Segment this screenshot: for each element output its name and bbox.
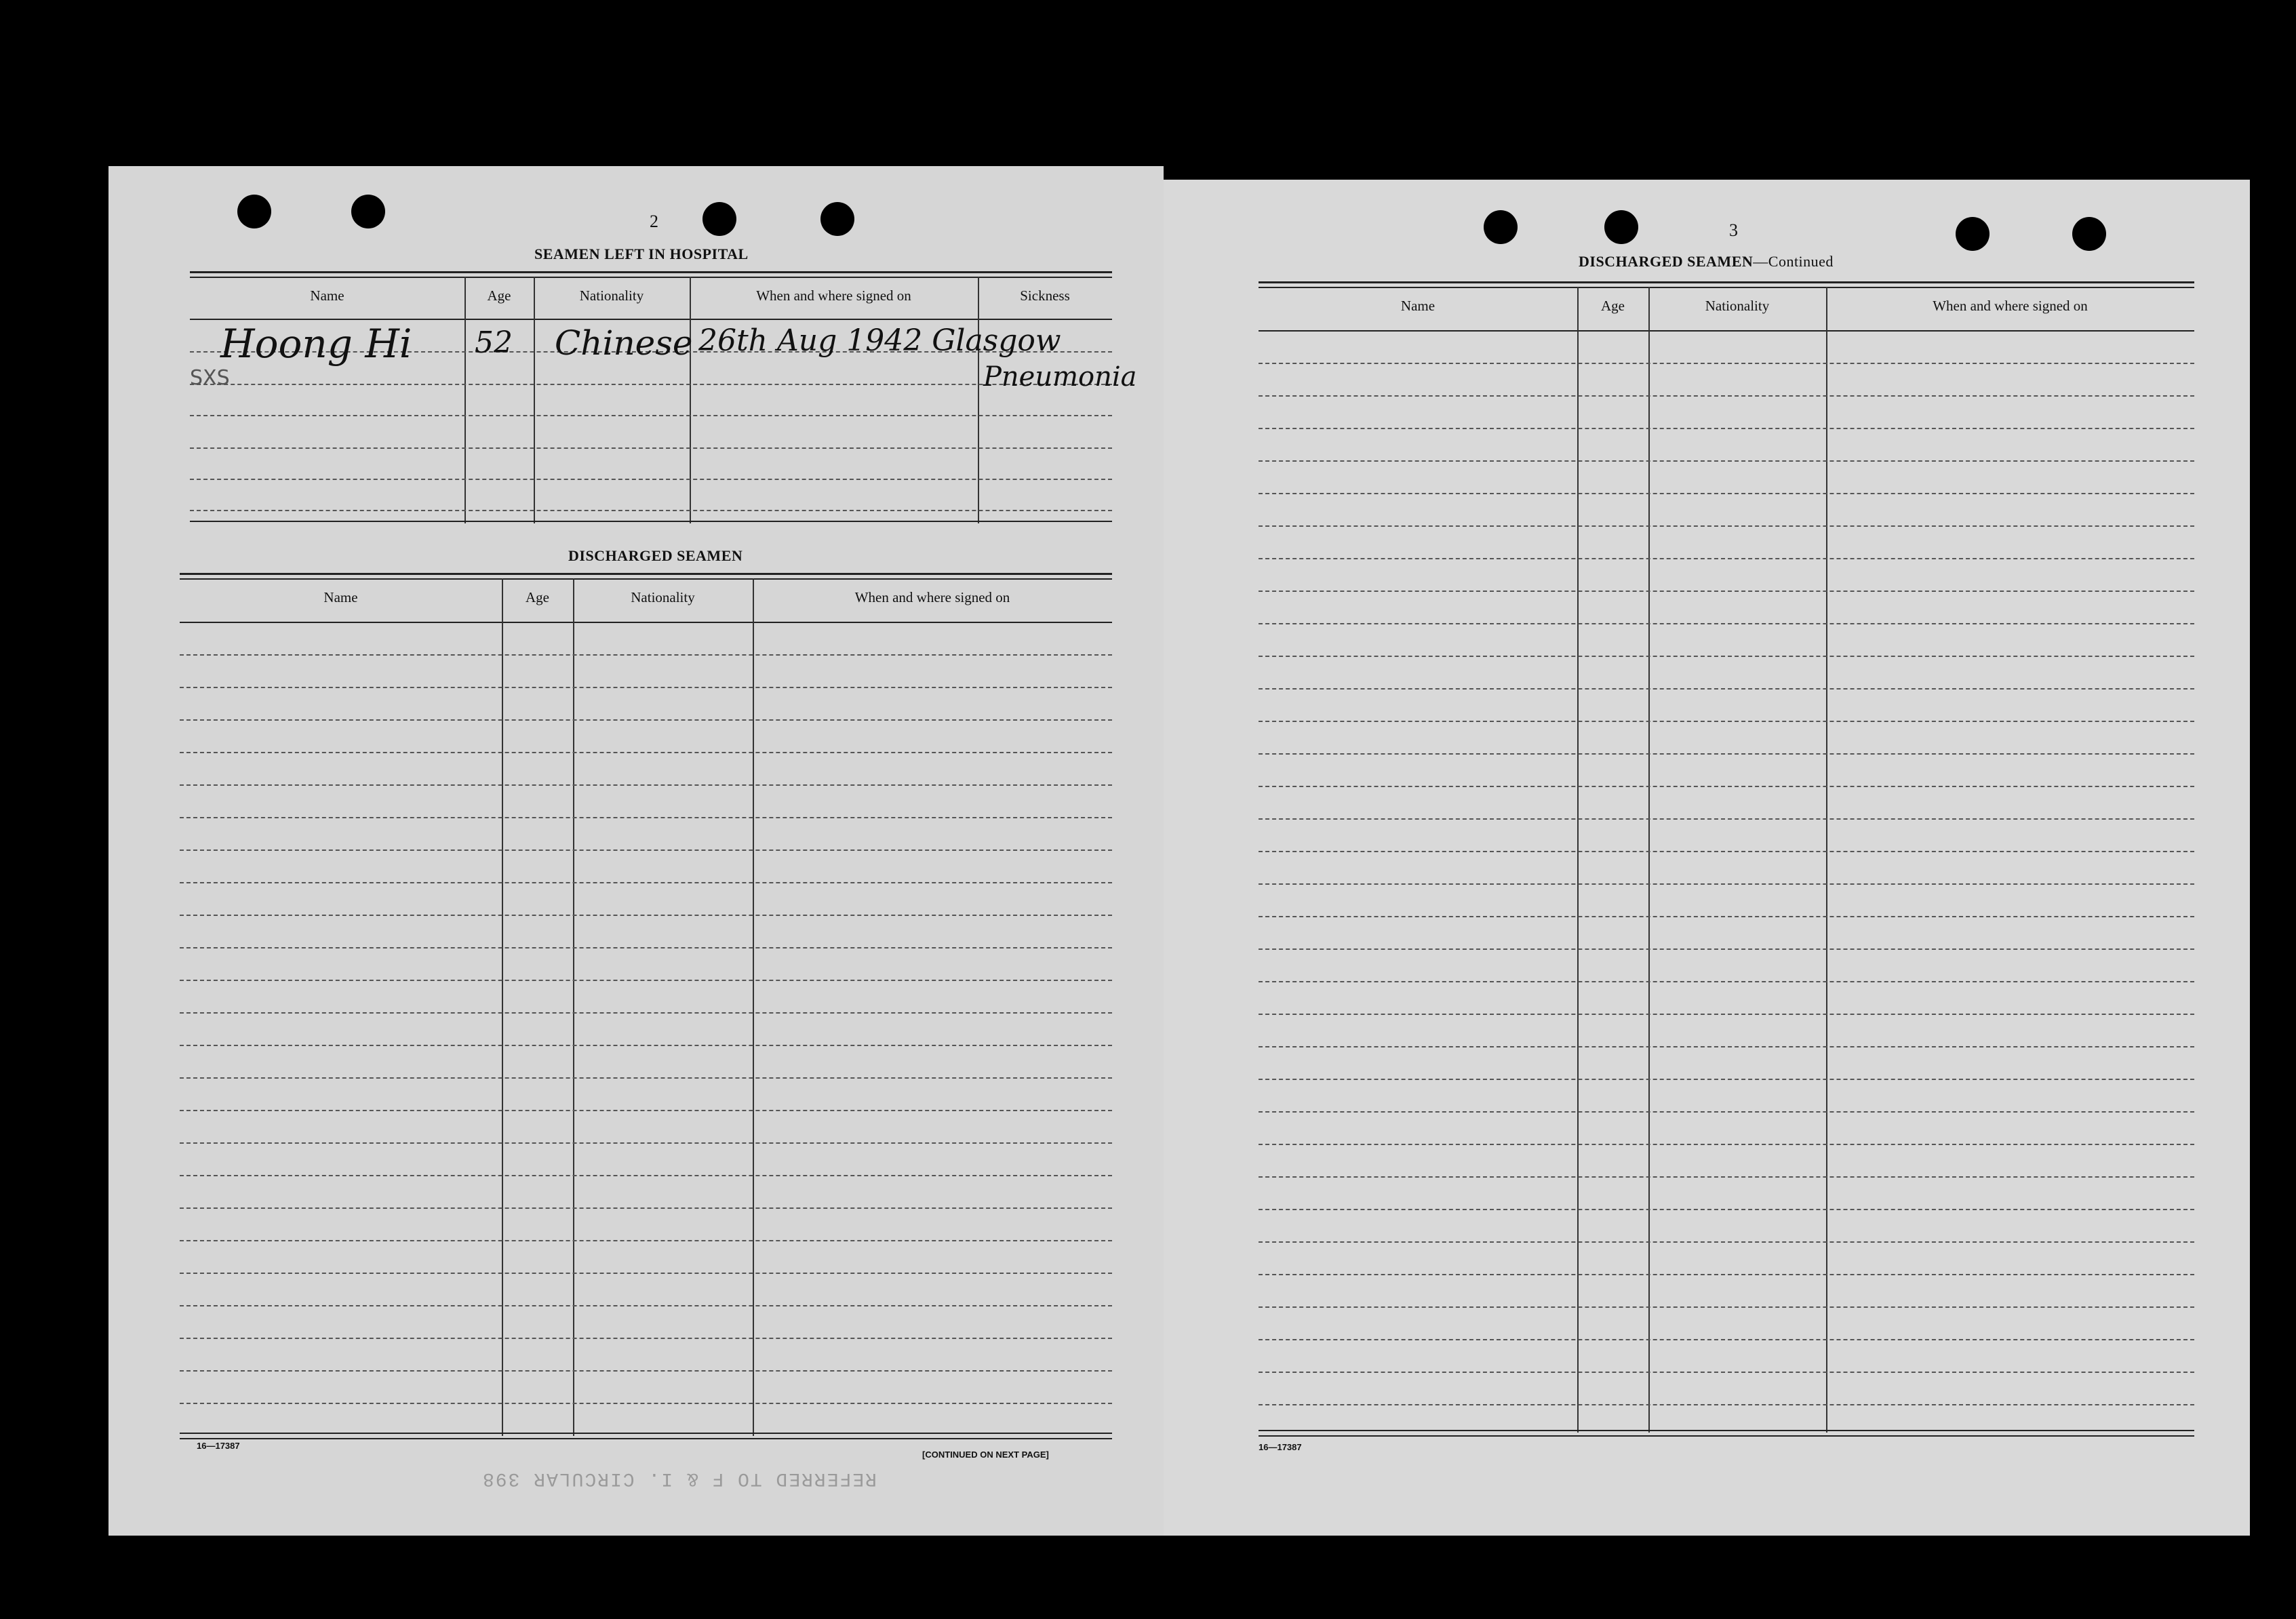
punch-hole (237, 195, 271, 228)
section-title-text: DISCHARGED SEAMEN (1579, 253, 1754, 270)
handwritten-sickness: Pneumonia (983, 361, 1137, 393)
right-page (1164, 180, 2250, 1536)
section-title-suffix: —Continued (1753, 253, 1834, 270)
handwritten-age: 52 (475, 325, 513, 360)
punch-hole (820, 202, 854, 236)
page-number: 2 (650, 212, 658, 231)
hospital-table (190, 271, 1112, 523)
section-title-discharged: DISCHARGED SEAMEN (568, 547, 743, 564)
punch-hole (351, 195, 385, 228)
column-header-signed-on: When and where signed on (1933, 298, 2088, 314)
column-header-signed-on: When and where signed on (854, 589, 1010, 605)
column-header-age: Age (1601, 298, 1625, 314)
column-header-age: Age (526, 589, 549, 605)
section-title-discharged-continued (1579, 253, 1834, 271)
column-header-age: Age (487, 287, 511, 304)
column-header-sickness: Sickness (1020, 287, 1070, 304)
discharged-continued-table (1259, 281, 2194, 1447)
column-header-nationality: Nationality (1705, 298, 1770, 314)
column-header-name: Name (1400, 298, 1436, 314)
page-number: 3 (1729, 220, 1738, 240)
form-number: 16—17387 (1259, 1442, 1302, 1452)
column-header-nationality: Nationality (579, 287, 644, 304)
handwritten-name: Hoong Hi (220, 321, 412, 367)
section-title-hospital: SEAMEN LEFT IN HOSPITAL (534, 245, 749, 262)
column-header-name: Name (323, 589, 358, 605)
column-header-nationality: Nationality (631, 589, 695, 605)
punch-hole (2072, 217, 2106, 251)
handwritten-nationality: Chinese (555, 323, 693, 363)
column-header-name: Name (310, 287, 344, 304)
punch-hole (1484, 210, 1518, 244)
reversed-stamp: REFERRED TO F & I. CIRCULAR 398 (481, 1468, 877, 1489)
punch-hole (702, 202, 736, 236)
handwritten-signed-on: 26th Aug 1942 Glasgow (698, 323, 1061, 358)
left-page (108, 166, 1164, 1536)
margin-mark: SXS (190, 366, 230, 390)
punch-hole (1604, 210, 1638, 244)
discharged-table (180, 573, 1112, 1603)
column-header-signed-on: When and where signed on (756, 287, 911, 304)
punch-hole (1956, 217, 1990, 251)
form-number: 16—17387 (197, 1441, 240, 1451)
continued-note: [CONTINUED ON NEXT PAGE] (922, 1450, 1049, 1460)
